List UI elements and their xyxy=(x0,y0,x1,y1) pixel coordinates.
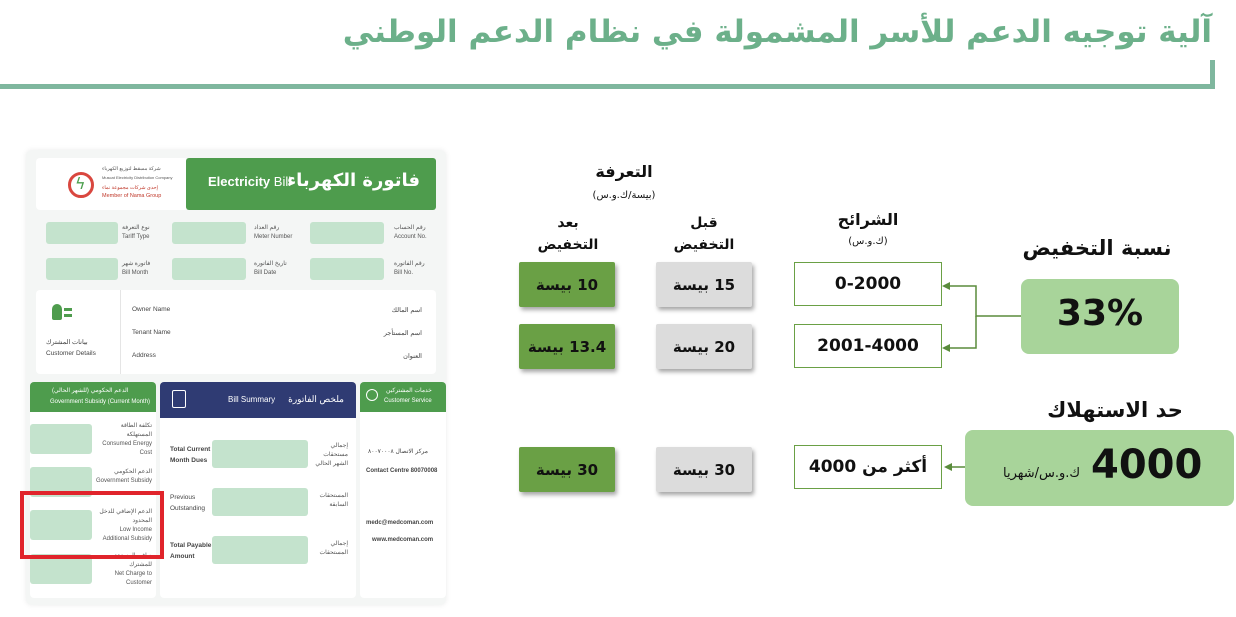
contact-centre-ar: مركز الاتصال ٨٠٠٧٠٠٠٨ xyxy=(368,449,428,455)
account-number-box xyxy=(310,222,384,244)
net-charge-label: صافي المستحق للمشترك Net Charge to Customer xyxy=(112,553,152,586)
limit-unit: ك.و.س/شهريا xyxy=(1003,466,1081,481)
total-payable-label-en: Total Payable Amount xyxy=(170,542,212,560)
slabs-header: الشرائح xyxy=(837,210,899,229)
bill-month-box xyxy=(46,258,118,280)
limit-value: 4000 xyxy=(1091,442,1203,488)
headset-icon xyxy=(366,389,378,401)
total-current-dues-label-ar: إجمالي مستحقات الشهر الحالي xyxy=(315,443,348,467)
bill-title-ar: فاتورة الكهرباء xyxy=(286,170,420,191)
discount-label: نسبة التخفيض xyxy=(1022,236,1172,260)
website-text: www.medcoman.com xyxy=(372,537,434,543)
customer-service-header: خدمات المشتركين Customer Service xyxy=(360,382,446,412)
bill-title-en: Electricity Bill xyxy=(208,174,292,189)
total-payable-label-ar: إجمالي المستحقات xyxy=(319,541,348,556)
tariff-title: التعرفة xyxy=(595,162,653,181)
page-title: آلية توجيه الدعم للأسر المشمولة في نظام الدعم الوطني xyxy=(342,14,1212,50)
tariff-unit: (بيسة/ك.و.س) xyxy=(592,190,656,201)
address-label-en: Address xyxy=(132,352,156,359)
previous-outstanding-box xyxy=(212,488,308,516)
customer-details-label-en: Customer Details xyxy=(46,350,96,357)
company-name-en: Muscat Electricity Distribution Company xyxy=(102,175,173,180)
discount-value: 33% xyxy=(1056,293,1144,334)
limit-label: حد الاستهلاك xyxy=(1047,398,1183,422)
bill-number-box xyxy=(310,258,384,280)
tariff-type-box xyxy=(46,222,118,244)
bill-summary-header: Bill Summary ملخص الفاتورة xyxy=(160,382,356,418)
before-discount-cell: 30 بيسة xyxy=(656,447,752,492)
government-subsidy-header: الدعم الحكومي (للشهر الحالي) Government Subsidy (Current Month) xyxy=(30,382,156,412)
before-discount-cell: 15 بيسة xyxy=(656,262,752,307)
tenant-name-label-en: Tenant Name xyxy=(132,329,171,336)
before-discount-cell: 20 بيسة xyxy=(656,324,752,369)
previous-outstanding-label-en: Previous Outstanding xyxy=(170,494,206,512)
after-discount-header: بعد التخفيض xyxy=(537,215,599,253)
meter-number-box xyxy=(172,222,246,244)
email-text: medc@medcoman.com xyxy=(366,520,434,526)
lightning-icon: ϟ xyxy=(75,174,86,193)
company-logo xyxy=(36,158,188,210)
total-current-dues-box xyxy=(212,440,308,468)
title-underline-tick xyxy=(1210,60,1215,89)
tenant-name-label-ar: اسم المستأجر xyxy=(383,330,422,337)
customer-service-panel xyxy=(360,382,446,598)
bill-number-label: رقم الفاتورة Bill No. xyxy=(394,261,425,276)
after-discount-cell: 30 بيسة xyxy=(519,447,615,492)
total-payable-box xyxy=(212,536,308,564)
before-discount-header: قبل التخفيض xyxy=(673,215,735,253)
account-number-label: رقم الحساب Account No. xyxy=(394,225,427,240)
bill-header xyxy=(186,158,436,210)
meter-number-label: رقم العداد Meter Number xyxy=(254,225,293,240)
previous-outstanding-label-ar: المستحقات السابقة xyxy=(319,493,348,508)
tariff-type-label: نوع التعرفة Tariff Type xyxy=(122,225,150,240)
consumed-energy-box xyxy=(30,424,92,454)
low-income-subsidy-highlight xyxy=(20,491,164,559)
customer-details-panel xyxy=(36,290,436,374)
group-name-ar: إحدى شركات مجموعة نماء xyxy=(102,185,158,191)
owner-name-label-en: Owner Name xyxy=(132,306,171,313)
document-icon xyxy=(172,390,186,408)
consumed-energy-label: تكلفة الطاقة المستهلكة Consumed Energy Cost xyxy=(102,423,152,456)
connector-arrows xyxy=(940,270,1030,360)
after-discount-cell: 10 بيسة xyxy=(519,262,615,307)
title-underline xyxy=(0,84,1214,89)
low-income-subsidy-label: الدعم الإضافي للدخل المحدود Low Income Additional Subsidy xyxy=(99,509,152,542)
bill-month-label: فاتورة شهر Bill Month xyxy=(122,261,151,276)
group-name-en: Member of Nama Group xyxy=(102,193,162,199)
customer-details-side xyxy=(36,290,121,374)
owner-name-label-ar: اسم المالك xyxy=(391,307,422,314)
slab-range-cell: 2001-4000 xyxy=(794,324,942,368)
company-name-ar: شركة مسقط لتوزيع الكهرباء xyxy=(102,166,161,172)
customer-details-label-ar: بيانات المشترك xyxy=(46,339,88,346)
total-current-dues-label-en: Total Current Month Dues xyxy=(170,446,211,464)
government-subsidy-panel xyxy=(30,382,156,598)
discount-box xyxy=(1021,279,1179,354)
user-icon xyxy=(52,304,62,320)
bill-summary-panel xyxy=(160,382,356,598)
limit-box xyxy=(965,430,1234,506)
contact-centre-en: Contact Centre 80070008 xyxy=(366,468,438,474)
slabs-unit: (ك.و.س) xyxy=(848,236,888,247)
government-subsidy-label: الدعم الحكومي Government Subsidy xyxy=(95,469,152,484)
bill-date-label: تاريخ الفاتورة Bill Date xyxy=(254,261,287,276)
bill-date-box xyxy=(172,258,246,280)
after-discount-cell: 13.4 بيسة xyxy=(519,324,615,369)
slab-range-cell: أكثر من 4000 xyxy=(794,445,942,489)
slab-range-cell: 0-2000 xyxy=(794,262,942,306)
address-label-ar: العنوان xyxy=(403,353,422,360)
